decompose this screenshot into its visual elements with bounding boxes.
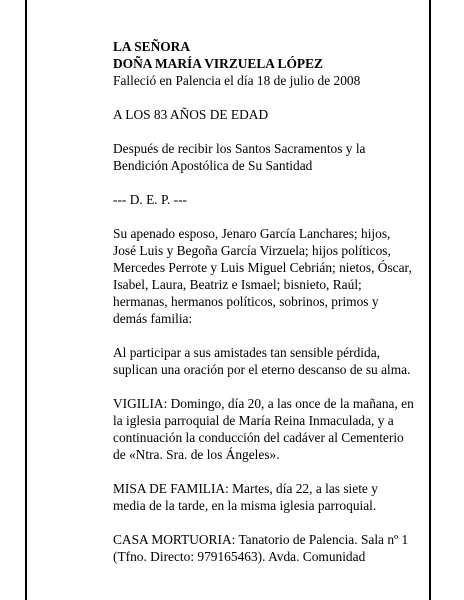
paragraph-line: VIGILIA: Domingo, día 20, a las once de la mañana, en	[113, 396, 414, 411]
paragraph-line: de «Ntra. Sra. de los Ángeles».	[113, 447, 280, 462]
sacraments-paragraph	[113, 140, 425, 174]
prayer-request-paragraph	[113, 344, 425, 378]
paragraph-line: la iglesia parroquial de María Reina Inmaculada, y a	[113, 413, 394, 428]
family-paragraph	[113, 225, 425, 327]
death-date-line: Falleció en Palencia el día 18 de julio de 2008	[113, 73, 361, 88]
paragraph-line: hermanas, hermanos políticos, sobrinos, primos y	[113, 294, 379, 309]
paragraph-line: Su apenado esposo, Jenaro García Lanchares; hijos,	[113, 226, 391, 241]
paragraph-line: MISA DE FAMILIA: Martes, día 22, a las siete y	[113, 481, 378, 496]
paragraph-line: Isabel, Laura, Beatriz e Ismael; bisnieto, Raúl;	[113, 277, 362, 292]
family-mass-paragraph	[113, 480, 425, 514]
obituary-notice	[113, 38, 425, 565]
age-line: A LOS 83 AÑOS DE EDAD	[113, 107, 269, 122]
vigil-paragraph	[113, 395, 425, 463]
paragraph-line: Mercedes Perrote y Luis Miguel Cebrián; nietos, Óscar,	[113, 260, 412, 275]
paragraph-line: suplican una oración por el eterno descanso de su alma.	[113, 362, 411, 377]
funeral-home-paragraph	[113, 531, 425, 565]
paragraph-line: demás familia:	[113, 311, 193, 326]
paragraph-line: Al participar a sus amistades tan sensible pérdida,	[113, 345, 380, 360]
paragraph-line: (Tfno. Directo: 979165463). Avda. Comunidad	[113, 549, 366, 564]
paragraph-line: CASA MORTUORIA: Tanatorio de Palencia. Sala nº 1	[113, 532, 409, 547]
paragraph-line: Después de recibir los Santos Sacramentos y la	[113, 141, 366, 156]
deceased-name: DOÑA MARÍA VIRZUELA LÓPEZ	[113, 56, 323, 71]
rip-line: --- D. E. P. ---	[113, 192, 188, 207]
paragraph-line: continuación la conducción del cadáver al Cementerio	[113, 430, 404, 445]
paragraph-line: José Luis y Begoña García Virzuela; hijos políticos,	[113, 243, 391, 258]
notice-title-line1: LA SEÑORA	[113, 39, 191, 54]
paragraph-line: Bendición Apostólica de Su Santidad	[113, 158, 313, 173]
paragraph-line: media de la tarde, en la misma iglesia parroquial.	[113, 498, 377, 513]
